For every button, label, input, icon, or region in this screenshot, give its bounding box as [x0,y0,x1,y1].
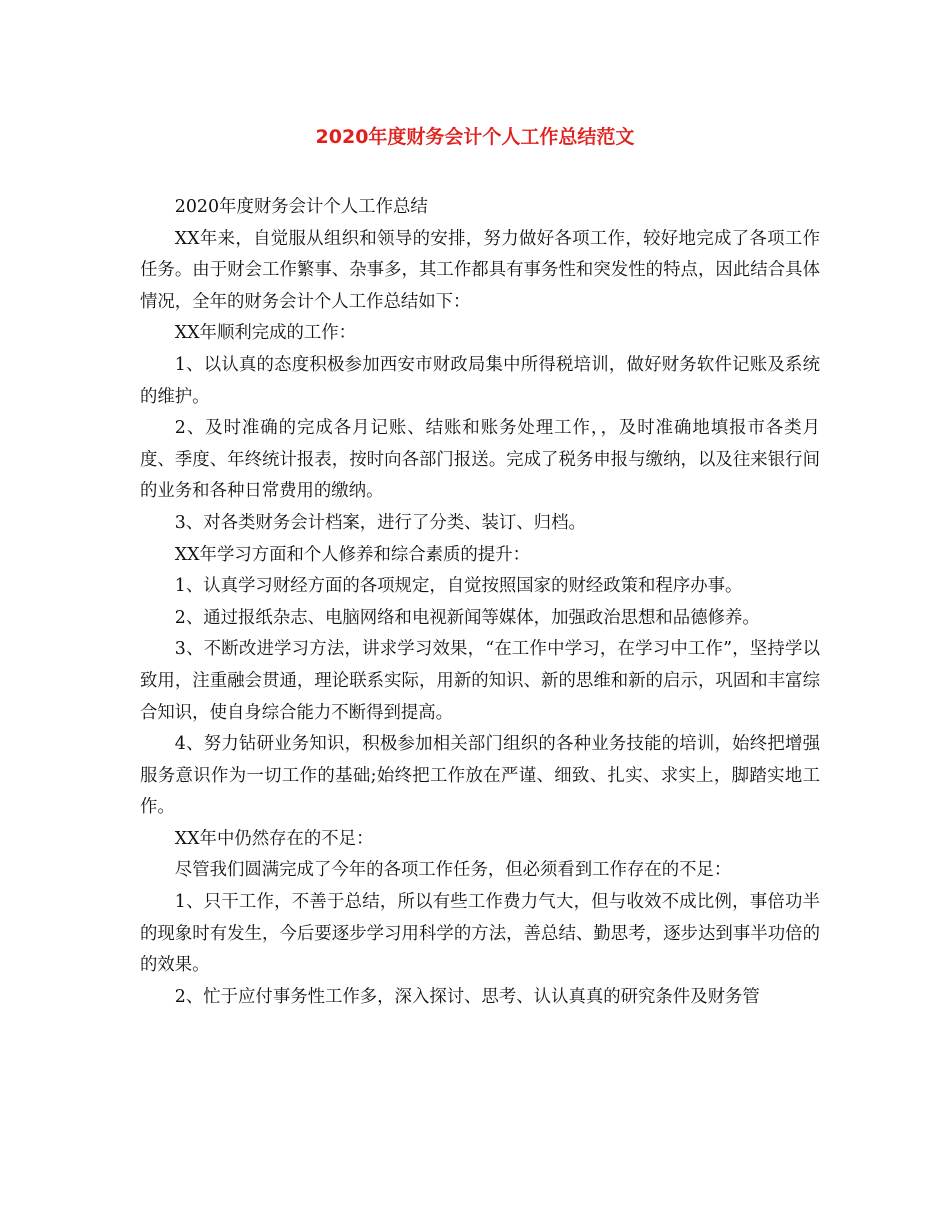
paragraph-intro: XX年来，自觉服从组织和领导的安排，努力做好各项工作，较好地完成了各项工作任务。由于财会工作繁事、杂事多，其工作都具有事务性和突发性的特点，因此结合具体情况，全年的财务会计个人工作总结如下： [140,228,820,312]
section-heading-shortcomings: XX年中仍然存在的不足： [174,828,374,849]
paragraph-learning-2: 2、通过报纸杂志、电脑网络和电视新闻等媒体，加强政治思想和品德修养。 [174,607,760,628]
paragraph-completed-2: 2、及时准确的完成各月记账、结账和账务处理工作，，及时准确地填报市各类月度、季度、年终统计报表，按时向各部门报送。完成了税务申报与缴纳，以及往来银行间的业务和各种日常费用的缴纳。 [140,418,820,502]
paragraph-learning-4: 4、努力钻研业务知识，积极参加相关部门组织的各种业务技能的培训，始终把增强服务意识作为一切工作的基础;始终把工作放在严谨、细致、扎实、求实上，脚踏实地工作。 [140,734,820,818]
paragraph-shortcomings-intro: 尽管我们圆满完成了今年的各项工作任务，但必须看到工作存在的不足： [174,860,732,881]
document-title: 2020年度财务会计个人工作总结范文 [315,126,635,148]
paragraph-completed-1: 1、以认真的态度积极参加西安市财政局集中所得税培训，做好财务软件记账及系统的维护。 [140,354,820,407]
section-heading-learning: XX年学习方面和个人修养和综合素质的提升： [174,544,530,565]
paragraph-completed-3: 3、对各类财务会计档案，进行了分类、装订、归档。 [174,512,586,533]
paragraph-subtitle: 2020年度财务会计个人工作总结 [174,197,428,217]
section-heading-completed-work: XX年顺利完成的工作： [174,323,357,344]
paragraph-learning-3: 3、不断改进学习方法，讲求学习效果，“在工作中学习，在学习中工作”，坚持学以致用，注重融会贯通，理论联系实际，用新的知识、新的思维和新的启示，巩固和丰富综合知识，使自身综合能力不断得到提高。 [140,639,820,723]
paragraph-learning-1: 1、认真学习财经方面的各项规定，自觉按照国家的财经政策和程序办事。 [174,576,743,597]
paragraph-shortcomings-1: 1、只干工作，不善于总结，所以有些工作费力气大，但与收效不成比例，事倍功半的现象时有发生，今后要逐步学习用科学的方法，善总结、勤思考，逐步达到事半功倍的的效果。 [140,892,820,976]
document-body [140,192,820,1013]
paragraph-shortcomings-2: 2、忙于应付事务性工作多，深入探讨、思考、认认真真的研究条件及财务管 [174,986,760,1007]
